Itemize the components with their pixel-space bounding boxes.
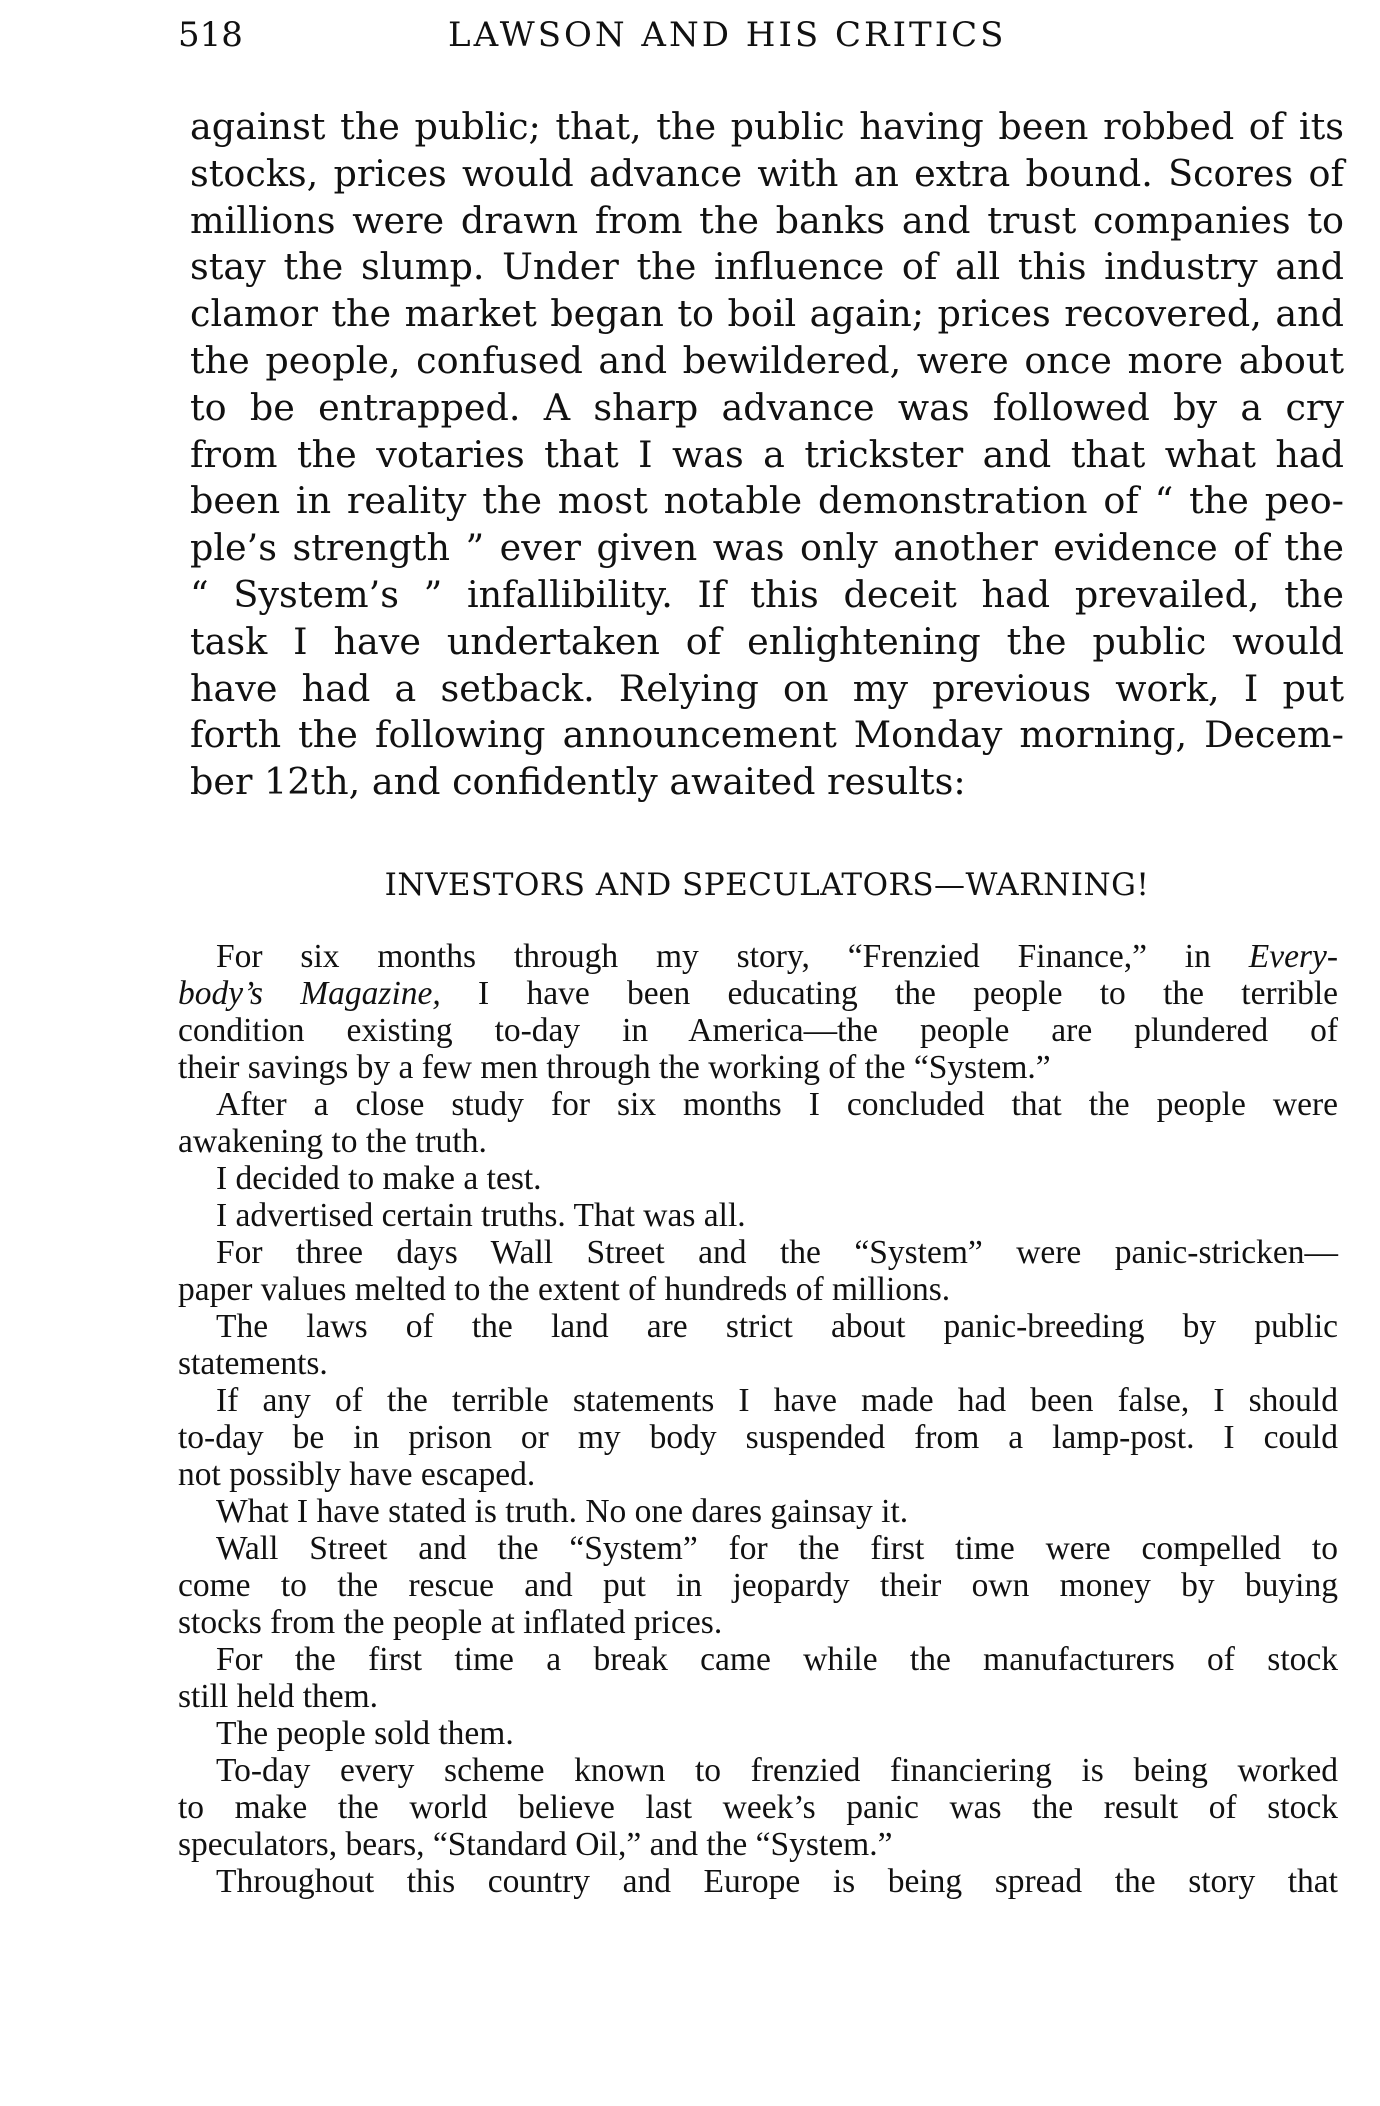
- notice-line: I decided to make a test.: [216, 1160, 542, 1197]
- notice-line: not possibly have escaped.: [178, 1456, 536, 1493]
- body-line: forth the following announcement Monday morning, Decem-: [190, 713, 1344, 757]
- body-line: have had a setback. Relying on my previous work, I put: [190, 666, 1344, 710]
- running-title: LAWSON AND HIS CRITICS: [448, 15, 1007, 55]
- notice-line: For three days Wall Street and the “System” were panic-stricken—: [216, 1234, 1338, 1271]
- notice-line: The laws of the land are strict about panic-breeding by public: [216, 1308, 1338, 1345]
- notice-paragraph: [178, 1086, 1338, 1160]
- page-header: [178, 10, 1342, 60]
- notice-line: What I have stated is truth. No one dares gainsay it.: [216, 1493, 909, 1530]
- magazine-title-part: body’s Magazine,: [178, 975, 441, 1012]
- notice-line: come to the rescue and put in jeopardy their own money by buying: [178, 1567, 1338, 1604]
- notice-line: If any of the terrible statements I have made had been false, I should: [216, 1382, 1338, 1419]
- notice-paragraph: [178, 938, 1338, 1086]
- body-line: stay the slump. Under the influence of all this industry and: [190, 245, 1344, 289]
- notice-paragraph: [178, 1641, 1338, 1715]
- notice-line: condition existing to-day in America—the people are plundered of: [178, 1012, 1338, 1049]
- notice-paragraph: [178, 1382, 1338, 1493]
- notice-line: For the first time a break came while the manufacturers of stock: [216, 1641, 1338, 1678]
- notice-paragraph: [178, 1197, 1338, 1234]
- notice-line: stocks from the people at inflated prices.: [178, 1604, 723, 1641]
- notice-paragraph: [178, 1530, 1338, 1641]
- body-line: ber 12th, and confidently awaited results:: [190, 760, 966, 804]
- body-line: stocks, prices would advance with an extra bound. Scores of: [190, 151, 1344, 195]
- notice-line: Wall Street and the “System” for the first time were compelled to: [216, 1530, 1338, 1567]
- magazine-title-part: Every-: [1248, 938, 1338, 975]
- body-line: from the votaries that I was a trickster and that what had: [190, 432, 1344, 476]
- notice-paragraph: [178, 1863, 1338, 1900]
- notice-line: The people sold them.: [216, 1715, 514, 1752]
- body-line: the people, confused and bewildered, were once more about: [190, 338, 1344, 382]
- page-number: 518: [178, 15, 243, 55]
- body-line: clamor the market began to boil again; prices recovered, and: [190, 292, 1344, 336]
- notice-line: paper values melted to the extent of hundreds of millions.: [178, 1271, 951, 1308]
- notice-line: Throughout this country and Europe is being spread the story that: [216, 1863, 1338, 1900]
- body-line: to be entrapped. A sharp advance was followed by a cry: [190, 385, 1344, 429]
- notice-line: [178, 975, 1338, 1012]
- notice-line: their savings by a few men through the working of the “System.”: [178, 1049, 1051, 1086]
- notice-paragraph: [178, 1234, 1338, 1308]
- notice-line: After a close study for six months I concluded that the people were: [216, 1086, 1338, 1123]
- notice-paragraph: [178, 1493, 1338, 1530]
- notice-line: [178, 938, 1338, 975]
- notice-line: to make the world believe last week’s panic was the result of stock: [178, 1789, 1338, 1826]
- body-line: millions were drawn from the banks and trust companies to: [190, 198, 1344, 242]
- notice-paragraph: [178, 1715, 1338, 1752]
- notice-line: To-day every scheme known to frenzied financiering is being worked: [216, 1752, 1338, 1789]
- notice-line: still held them.: [178, 1678, 379, 1715]
- body-line: against the public; that, the public having been robbed of its: [190, 105, 1344, 148]
- notice-text: I have been educating the people to the terrible: [440, 975, 1338, 1012]
- notice-line: I advertised certain truths. That was all.: [216, 1197, 746, 1234]
- body-line: task I have undertaken of enlightening the public would: [190, 619, 1344, 663]
- notice-line: awakening to the truth.: [178, 1123, 487, 1160]
- body-line: “ System’s ” infallibility. If this deceit had prevailed, the: [190, 572, 1344, 616]
- notice-line: statements.: [178, 1345, 328, 1382]
- notice-line: to-day be in prison or my body suspended from a lamp-post. I could: [178, 1419, 1338, 1456]
- notice-paragraph: [178, 1308, 1338, 1382]
- body-line: ple’s strength ” ever given was only another evidence of the: [190, 526, 1344, 570]
- body-line: been in reality the most notable demonstration of “ the peo-: [190, 479, 1344, 523]
- body-paragraph: [190, 104, 1344, 806]
- notice-paragraph: [178, 1160, 1338, 1197]
- notice-paragraph: [178, 1752, 1338, 1863]
- warning-notice: [178, 938, 1338, 1900]
- notice-text: For six months through my story, “Frenzied Finance,” in: [216, 938, 1249, 975]
- notice-line: speculators, bears, “Standard Oil,” and the “System.”: [178, 1826, 893, 1863]
- section-heading: INVESTORS AND SPECULATORS—WARNING!: [384, 867, 1150, 903]
